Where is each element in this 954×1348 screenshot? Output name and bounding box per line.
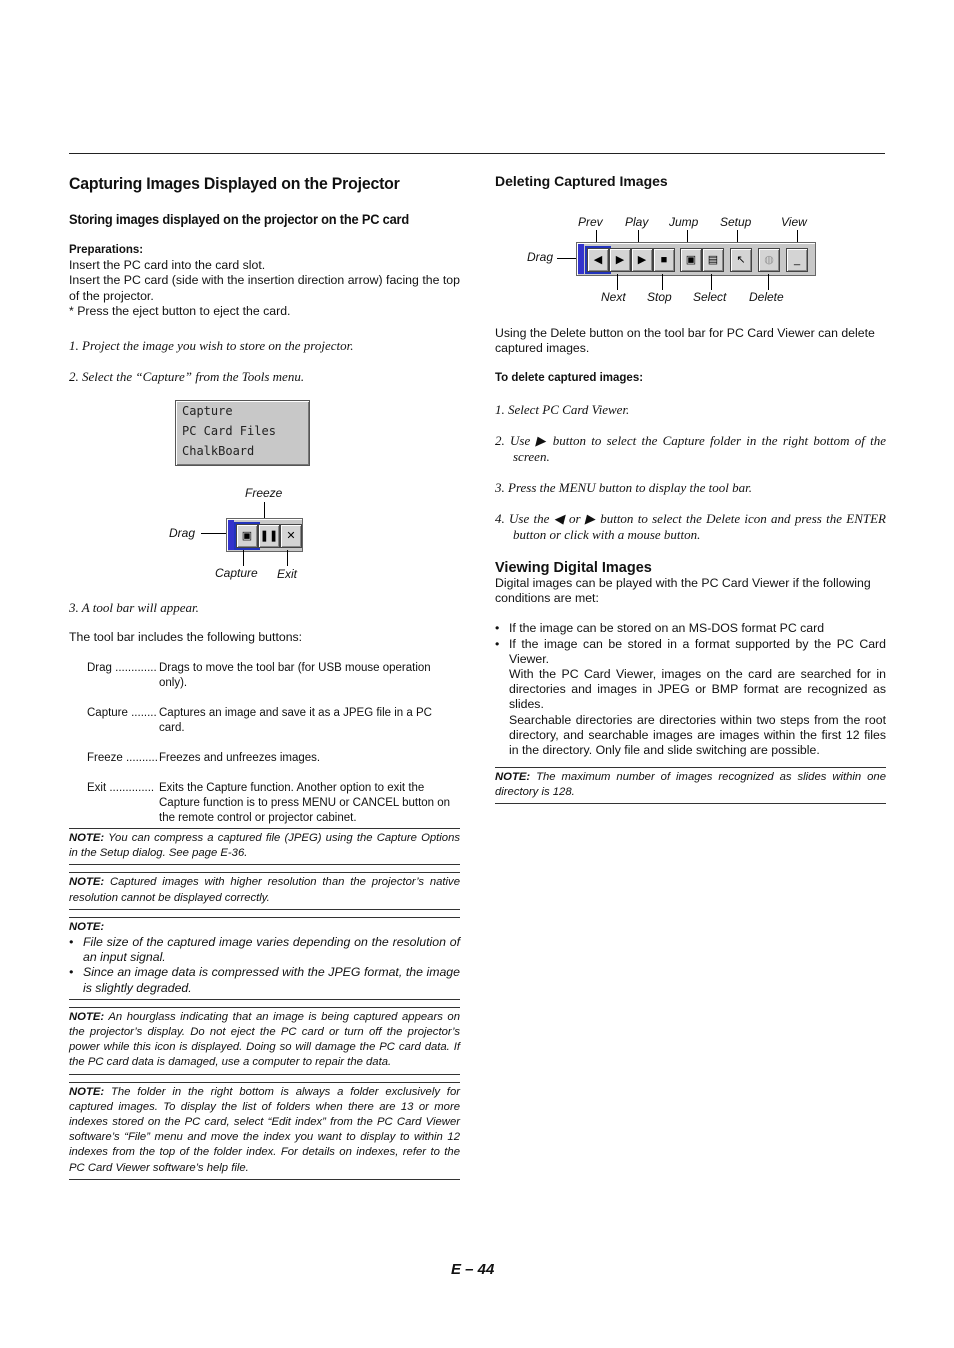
note — [69, 829, 460, 861]
desc-key: Capture ........ — [87, 707, 157, 719]
desc-value: Drags to move the tool bar (for USB mouse operation only). — [159, 662, 431, 689]
viewing-intro: Digital images can be played with the PC Card Viewer if the following conditions are met: — [495, 576, 871, 606]
delete-step: 1. Select PC Card Viewer. — [495, 401, 630, 417]
folder-icon: ▤ — [707, 254, 719, 266]
leader-line — [617, 274, 618, 290]
label-stop: Stop — [647, 290, 672, 304]
note-label: NOTE: — [69, 876, 105, 889]
note-label: NOTE: — [69, 1085, 105, 1098]
toolbar-intro: The tool bar includes the following buttons: — [69, 630, 303, 644]
deleting-heading: Deleting Captured Images — [495, 173, 668, 189]
desc-row — [87, 661, 462, 691]
section-heading: Capturing Images Displayed on the Projector — [69, 175, 400, 193]
bullet-icon: • — [495, 636, 500, 651]
label-next: Next — [601, 290, 626, 304]
note-bullet-text: File size of the captured image varies depending on the resolution of an input signal. — [83, 935, 460, 965]
note-label: NOTE: — [69, 1010, 105, 1023]
to-delete-title: To delete captured images: — [495, 372, 644, 385]
delete-intro: Using the Delete button on the tool bar for PC Card Viewer can delete captured images. — [495, 326, 875, 356]
freeze-button[interactable] — [258, 524, 280, 548]
next-icon: ▶ — [615, 254, 625, 266]
preparations-title: Preparations: — [69, 244, 144, 256]
camera-icon: ▣ — [241, 530, 253, 542]
viewing-heading: Viewing Digital Images — [495, 560, 652, 576]
subheading: Storing images displayed on the projector on the PC card — [69, 212, 409, 227]
viewer-toolbar — [576, 242, 816, 276]
minimize-icon: _ — [793, 254, 801, 266]
prev-button[interactable] — [587, 248, 609, 272]
step-1: 1. Project the image you wish to store on the projector. — [69, 338, 354, 353]
divider — [69, 1179, 460, 1180]
left-column — [69, 175, 460, 319]
label-freeze: Freeze — [245, 486, 283, 500]
condition-text: If the image can be stored on an MS-DOS format PC card — [509, 621, 825, 636]
note — [69, 873, 460, 905]
desc-key: Exit .............. — [87, 782, 155, 794]
button-descriptions — [87, 661, 462, 826]
note-label: NOTE: — [69, 832, 105, 844]
leader-line — [711, 274, 712, 290]
note-bullet — [69, 965, 460, 995]
label-drag: Drag — [527, 250, 554, 264]
desc-row — [87, 706, 462, 736]
trash-icon: ◍ — [764, 254, 774, 266]
delete-step: 3. Press the MENU button to display the tool bar. — [495, 479, 752, 495]
jump-button[interactable] — [680, 248, 702, 272]
desc-row — [87, 751, 462, 766]
desc-value: Captures an image and save it as a JPEG file in a PC card. — [159, 707, 432, 734]
desc-value: Exits the Capture function. Another option to exit the Capture function is to press MENU or CANCEL button on the remote control or projector cabinet. — [159, 782, 451, 824]
condition-detail: With the PC Card Viewer, images on the card are searched for in directories and images in JPEG or BMP format are recognized as slides. — [509, 667, 886, 712]
exit-button[interactable] — [280, 524, 302, 548]
desc-row — [87, 781, 462, 826]
condition-text: If the image can be stored in a format supported by the PC Card Viewer. — [509, 636, 886, 666]
pause-icon: ❚❚ — [259, 530, 279, 542]
label-capture: Capture — [215, 566, 258, 580]
next-button[interactable] — [609, 248, 631, 272]
step-2: 2. Select the “Capture” from the Tools menu. — [69, 369, 305, 384]
prep-line: Insert the PC card (side with the insertion direction arrow) facing the top of the projector. — [69, 273, 460, 303]
delete-step: 2. Use ▶ button to select the Capture folder in the right bottom of the screen. — [495, 432, 886, 464]
desc-key: Freeze .......... — [87, 752, 158, 764]
leader-line — [243, 550, 244, 566]
play-button[interactable] — [631, 248, 653, 272]
play-icon: ▶ — [637, 254, 647, 266]
menu-item-chalkboard[interactable]: ChalkBoard — [182, 444, 255, 458]
note — [69, 1008, 460, 1071]
prev-icon: ◀ — [593, 254, 603, 266]
note-text: Captured images with higher resolution than the projector’s native resolution cannot be displayed correctly. — [69, 876, 460, 904]
label-view: View — [781, 215, 807, 229]
drag-handle[interactable] — [578, 244, 584, 274]
note-text: An hourglass indicating that an image is being captured appears on the projector’s display. Do not eject the PC card or turn off the projector’s power while this icon is displayed. Doing so will damage the PC card data. If the PC card data is damaged, use a computer to repair the data. — [69, 1010, 460, 1069]
label-drag: Drag — [169, 526, 196, 540]
stop-button[interactable] — [653, 248, 675, 272]
notes-block — [69, 828, 460, 1180]
viewing-section — [495, 560, 886, 804]
condition-detail: Searchable directories are directories within two steps from the root directory, and searchable images are images within the first 12 files in the directory. Only file and slide switching are possible. — [509, 712, 886, 758]
delete-step: 4. Use the ◀ or ▶ button to select the Delete icon and press the ENTER button or click with a mouse button. — [495, 510, 886, 542]
note-text: You can compress a captured file (JPEG) using the Capture Options in the Setup dialog. See page E-36. — [69, 832, 460, 860]
stop-icon: ■ — [660, 254, 668, 266]
capture-toolbar — [226, 518, 303, 552]
desc-key: Drag ............. — [87, 662, 157, 674]
delete-section — [495, 326, 886, 543]
menu-item-pc-card-files[interactable]: PC Card Files — [182, 424, 276, 438]
bullet-icon: • — [69, 965, 74, 980]
delete-button[interactable] — [758, 248, 780, 272]
cursor-icon: ↖ — [736, 254, 746, 266]
desc-value: Freezes and unfreezes images. — [159, 752, 321, 764]
condition-item — [495, 621, 886, 636]
note — [69, 918, 460, 935]
capture-button[interactable] — [236, 524, 258, 548]
setup-button[interactable] — [730, 248, 752, 272]
note-text: The maximum number of images recognized as slides within one directory is 128. — [495, 771, 886, 799]
note-bullet — [69, 935, 460, 965]
select-button[interactable] — [702, 248, 724, 272]
bullet-icon: • — [495, 621, 500, 636]
leader-line — [662, 274, 663, 290]
label-jump: Jump — [669, 215, 699, 229]
label-play: Play — [625, 215, 649, 229]
condition-item — [495, 637, 886, 667]
leader-line — [768, 274, 769, 290]
note-label: NOTE: — [69, 920, 105, 933]
label-delete: Delete — [749, 290, 784, 304]
label-prev: Prev — [578, 215, 603, 229]
note — [69, 1083, 460, 1176]
step-3: 3. A tool bar will appear. — [69, 600, 199, 615]
menu-item-capture[interactable]: Capture — [182, 404, 233, 418]
note-bullet-text: Since an image data is compressed with the JPEG format, the image is slightly degraded. — [83, 965, 460, 995]
note — [495, 768, 886, 800]
label-exit: Exit — [277, 567, 298, 581]
tools-menu — [175, 400, 310, 466]
top-rule — [69, 153, 885, 154]
jump-icon: ▣ — [685, 254, 697, 266]
close-icon: ✕ — [286, 530, 296, 542]
bullet-icon: • — [69, 935, 74, 950]
label-select: Select — [693, 290, 727, 304]
note-text: The folder in the right bottom is always a folder exclusively for captured images. To display the list of folders when there are 13 or more indexes stored on the PC card, select “Edit index” from the PC Card Viewer software’s “File” menu and move the index you want to display to within 12 indexes from the top of the folder index. For details on indexes, refer to the PC Card Viewer software’s help file. — [69, 1085, 460, 1174]
label-setup: Setup — [720, 215, 752, 229]
leader-line — [287, 550, 288, 566]
page-number: E – 44 — [451, 1261, 495, 1278]
note-label: NOTE: — [495, 771, 531, 784]
prep-line: * Press the eject button to eject the card. — [69, 303, 291, 318]
leader-line — [201, 533, 229, 534]
prep-line: Insert the PC card into the card slot. — [69, 258, 266, 273]
drag-handle[interactable] — [228, 520, 234, 550]
view-button[interactable] — [786, 248, 808, 272]
divider — [495, 803, 886, 804]
